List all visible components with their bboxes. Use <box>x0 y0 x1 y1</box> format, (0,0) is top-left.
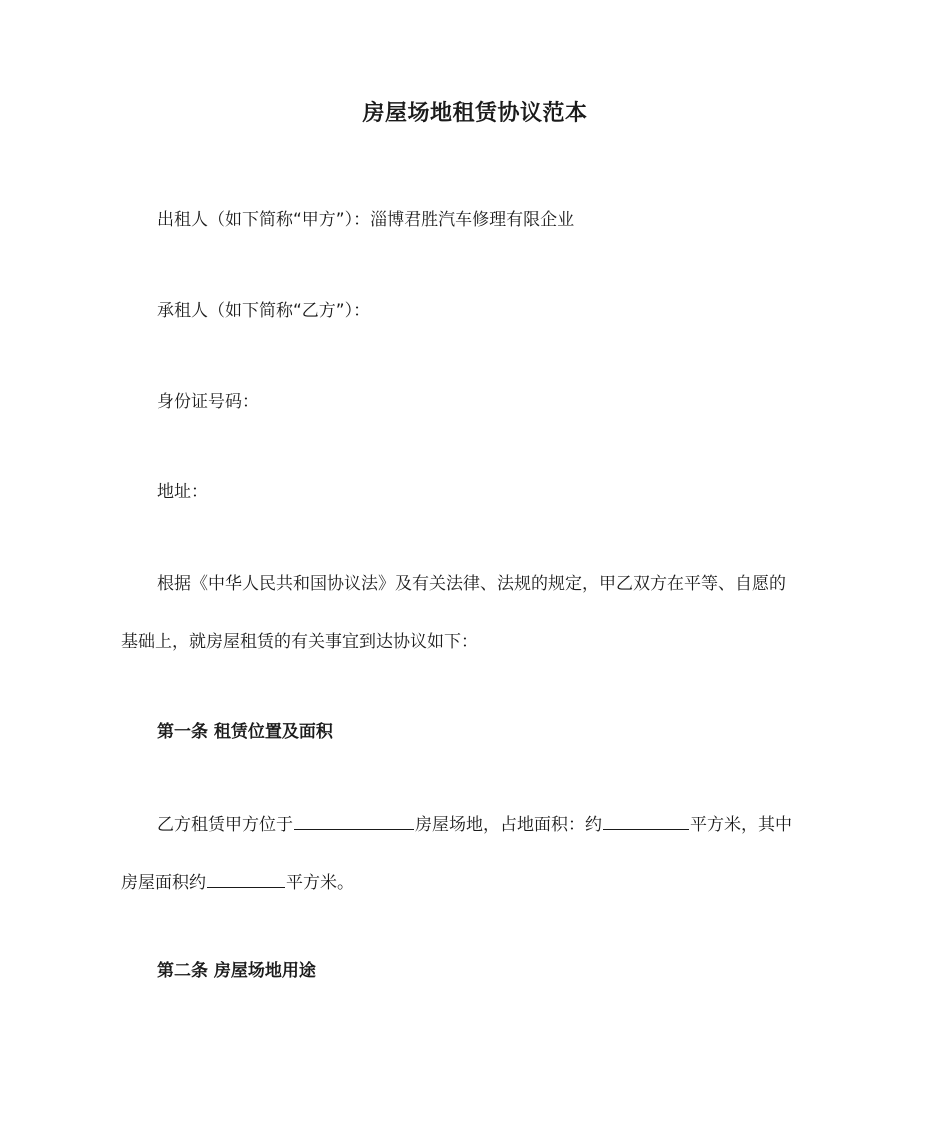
preamble-line-1: 根据《中华人民共和国协议法》及有关法律、法规的规定，甲乙双方在平等、自愿的 <box>157 574 786 594</box>
article-1-line-2 <box>121 869 354 895</box>
location-blank <box>294 811 414 830</box>
preamble-line-2: 基础上，就房屋租赁的有关事宜到达协议如下： <box>121 632 478 652</box>
article-1-text-c: 平方米，其中 <box>690 815 792 835</box>
article-1-line-1 <box>157 811 792 837</box>
article-1-text-b: 房屋场地，占地面积：约 <box>415 815 602 835</box>
building-area-blank <box>207 869 285 888</box>
lessor-line: 出租人（如下简称“甲方”）：淄博君胜汽车修理有限企业 <box>157 210 575 230</box>
document-title: 房屋场地租赁协议范本 <box>362 101 588 126</box>
article-1-text-a: 乙方租赁甲方位于 <box>157 815 293 835</box>
id-number-line: 身份证号码： <box>157 392 259 412</box>
article-1-text-e: 平方米。 <box>286 873 354 893</box>
article-2-heading: 第二条 房屋场地用途 <box>157 961 316 981</box>
article-1-heading: 第一条 租赁位置及面积 <box>157 722 333 742</box>
lessee-line: 承租人（如下简称“乙方”）： <box>157 301 371 321</box>
address-line: 地址： <box>157 482 208 502</box>
land-area-blank <box>603 811 689 830</box>
article-1-text-d: 房屋面积约 <box>121 873 206 893</box>
